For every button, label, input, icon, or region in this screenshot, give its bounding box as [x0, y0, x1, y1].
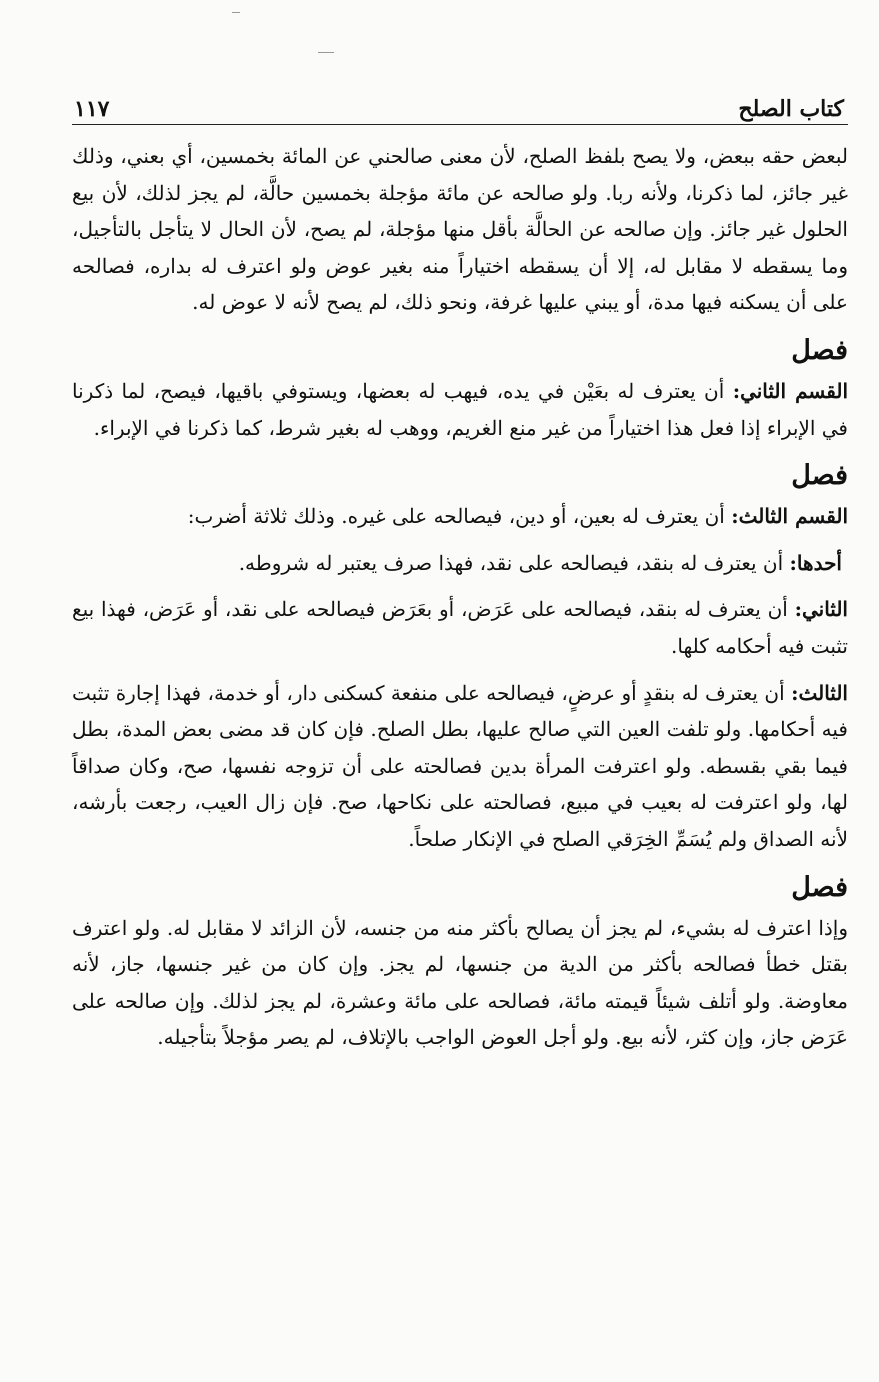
paragraph-lead: الثاني:: [794, 597, 848, 622]
paragraph-text: أن يعترف له بنقد، فيصالحه على نقد، فهذا صرف يعتبر له شروطه.: [238, 550, 790, 575]
page-number: ١١٧: [74, 96, 110, 122]
paragraph-lead: القسم الثاني:: [732, 378, 848, 403]
paragraph: [72, 498, 848, 535]
paragraph-text: أن يعترف له بعين، أو دين، فيصالحه على غيره. وذلك ثلاثة أضرب:: [187, 504, 732, 529]
chapter-title: كتاب الصلح: [738, 96, 844, 122]
paragraph: وإذا اعترف له بشيء، لم يجز أن يصالح بأكثر منه من جنسه، لأن الزائد لا مقابل له. ولو اعترف بقتل خطأ فصالحه بأكثر من الدية من جنسها، لم يجز. وإن كان من غير جنسها، جاز، لأنه معاوضة. ولو أتلف شيئاً قيمته مائة، فصالحه على مائة وعشرة، لم يجز لذلك. وإن صالحه على عَرَض جاز، وإن كثر، لأنه بيع. ولو أجل العوض الواجب بالإتلاف، لم يصر مؤجلاً بتأجيله.: [72, 915, 848, 1050]
paragraph-text: أن يعترف له بنقدٍ أو عرضٍ، فيصالحه على منفعة كسكنى دار، أو خدمة، فهذا إجارة تثبت فيه أحكامها. ولو تلفت العين التي صالح عليها، بطل الصلح. فإن كان قد مضى بعض المدة، بطل فيما بقي بقسطه. ولو اعترفت المرأة بدين فصالحته على أن تزوجه نفسها، صح، وكان صداقاً لها، ولو اعترفت له بعيب في مبيع، فصالحته على نكاحها، صح. فإن زال العيب، رجعت بأرشه، لأنه الصداق ولم يُسَمِّ الخِرَقي الصلح في الإنكار صلحاً.: [72, 680, 848, 851]
paragraph: لبعض حقه ببعض، ولا يصح بلفظ الصلح، لأن معنى صالحني عن المائة بخمسين، أي بعني، وذلك غير جائز، لما ذكرنا، ولأنه ربا. ولو صالحه عن مائة مؤجلة بخمسين حالَّة، لم يجز لذلك، لأن بيع الحلول غير جائز. وإن صالحه عن الحالَّة بأقل منها مؤجلة، لم يصح، لأن الحال لا يتأجل بالتأجيل، وما يسقطه لا مقابل له، إلا أن يسقطه اختياراً منه بغير عوض ولو اعترف له بداره، فصالحه على أن يسكنه فيها مدة، أو يبني عليها غرفة، ونحو ذلك، لم يصح لأنه لا عوض له.: [72, 144, 848, 315]
paragraph-lead: الثالث:: [791, 680, 848, 705]
paragraph: [72, 591, 848, 664]
paragraph-text: أن يعترف له بعَيْن في يده، فيهب له بعضها، ويستوفي باقيها، فيصح، لما ذكرنا في الإبراء إذا فعل هذا اختياراً من غير منع الغريم، ووهب له بغير شرط، كما ذكرنا في الإبراء.: [72, 378, 848, 440]
paragraph: [72, 675, 848, 858]
paragraph: [72, 545, 848, 582]
section-heading: فصل: [791, 871, 848, 903]
section-heading: فصل: [791, 334, 848, 366]
book-page: [72, 0, 848, 1382]
running-header: [72, 82, 848, 122]
paragraph-text: أن يعترف له بنقد، فيصالحه على عَرَض، أو بعَرَض فيصالحه على نقد، أو عَرَض، فهذا بيع تثبت فيه أحكامه كلها.: [72, 597, 848, 658]
paragraph-lead: القسم الثالث:: [731, 504, 848, 529]
page-body: [72, 138, 848, 1056]
section-heading: فصل: [791, 460, 848, 492]
header-rule: [72, 124, 848, 125]
paragraph-lead: أحدها:: [789, 550, 842, 575]
paragraph: [72, 373, 848, 446]
